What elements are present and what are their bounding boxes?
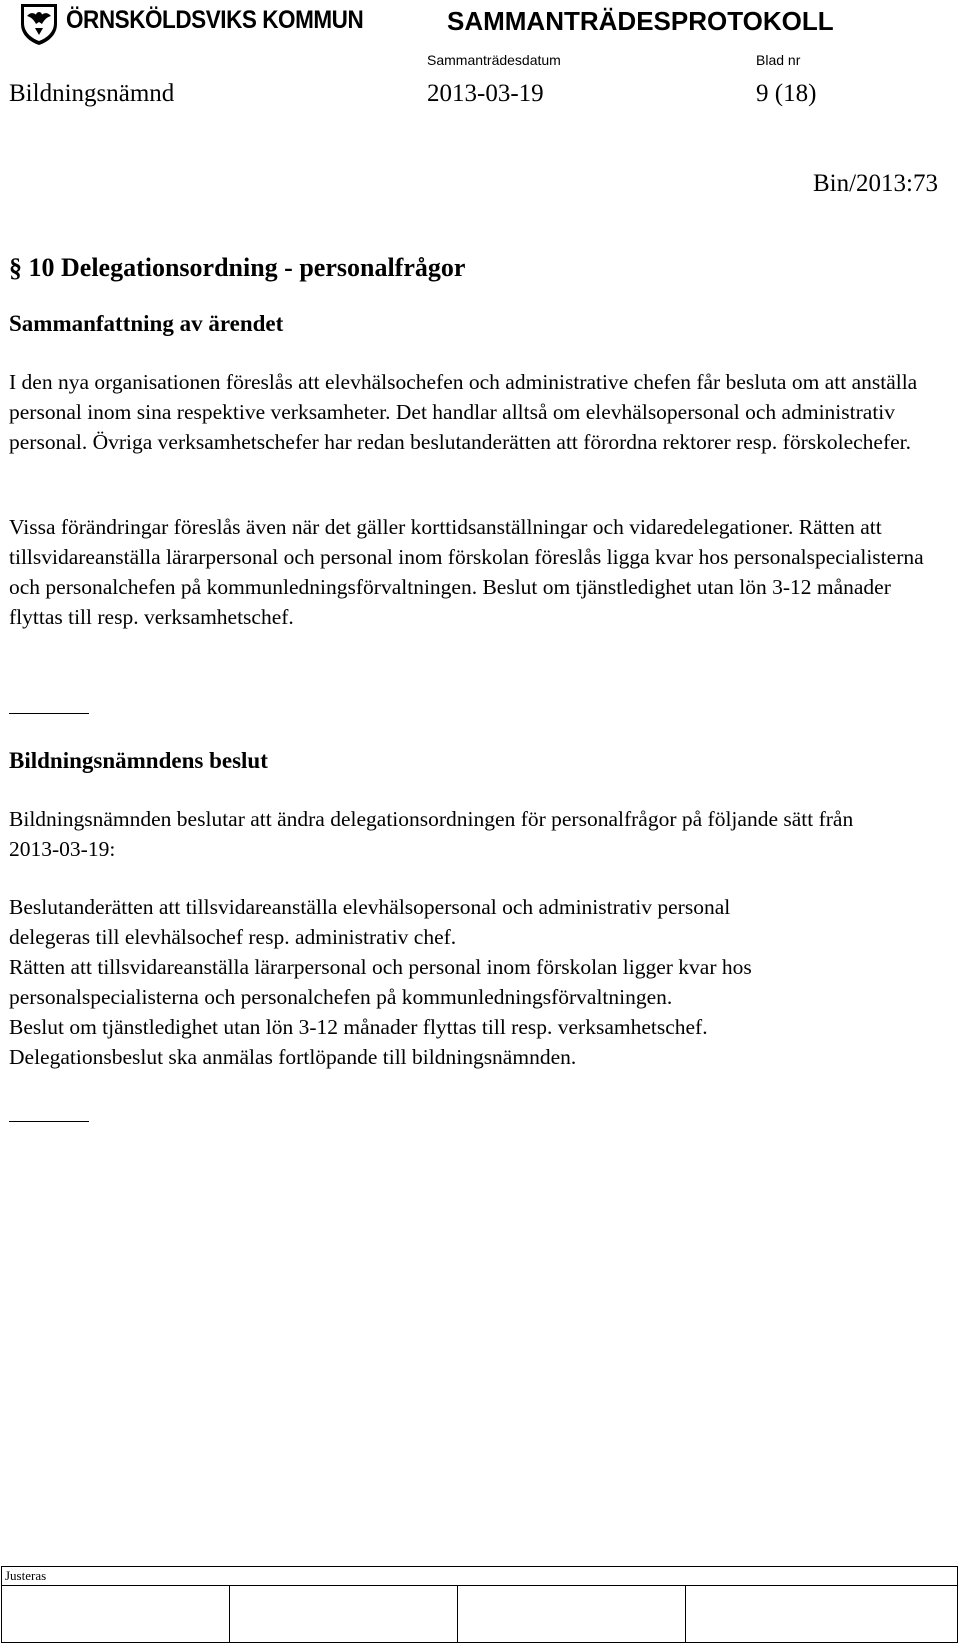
case-reference: Bin/2013:73 [812,170,938,197]
separator-line [9,1121,89,1122]
signature-cell-divider [685,1585,686,1643]
decision-line: Beslutanderätten att tillsvidareanställa elevhälsopersonal och administrativ personal [9,895,731,919]
organization-name: ÖRNSKÖLDSVIKS KOMMUN [66,6,364,34]
page-number: 9 (18) [756,80,817,107]
page-label: Blad nr [756,52,801,68]
summary-paragraph: I den nya organisationen föreslås att elevhälsochefen och administrative chefen får besluta om att anställa personal inom sina respektive verksamheter. Det handlar alltså om elevhälsopersonal och administrativ personal. Övriga verksamhetschefer har redan beslutanderätten att förordna rektorer resp. förskolechefer. [9,370,918,454]
decision-text [9,892,949,1072]
summary-paragraph: Vissa förändringar föreslås även när det gäller korttidsanställningar och vidaredelegationer. Rätten att tillsvidareanställa lärarpersonal och personal inom förskolan föreslås ligga kvar hos personalspecialisterna och personalchefen på kommunledningsförvaltningen. Beslut om tjänstledighet utan lön 3-12 månader flyttas till resp. verksamhetschef. [9,515,924,629]
justeras-label: Justeras [5,1568,47,1583]
meeting-date: 2013-03-19 [427,80,544,107]
document-type: SAMMANTRÄDESPROTOKOLL [447,6,834,36]
justeras-box [1,1566,958,1643]
section-heading: § 10 Delegationsordning - personalfrågor [9,253,466,282]
municipality-logo [18,2,60,46]
signature-cell-divider [457,1585,458,1643]
decision-line: personalspecialisterna och personalchefen på kommunledningsförvaltningen. [9,985,673,1009]
signature-cell-divider [229,1585,230,1643]
date-label: Sammanträdesdatum [427,52,561,68]
committee-name: Bildningsnämnd [9,80,175,107]
decision-line: Delegationsbeslut ska anmälas fortlöpande till bildningsnämnden. [9,1045,577,1069]
coat-of-arms-icon [18,2,60,46]
separator-line [9,713,89,714]
decision-line: Beslut om tjänstledighet utan lön 3-12 månader flyttas till resp. verksamhetschef. [9,1015,708,1039]
decision-heading: Bildningsnämndens beslut [9,748,268,773]
decision-line: delegeras till elevhälsochef resp. administrativ chef. [9,925,457,949]
decision-line: Rätten att tillsvidareanställa lärarpersonal och personal inom förskolan ligger kvar hos [9,955,752,979]
justeras-divider [1,1585,958,1586]
summary-heading: Sammanfattning av ärendet [9,311,284,336]
decision-intro: Bildningsnämnden beslutar att ändra delegationsordningen för personalfrågor på följande sätt från 2013-03-19: [9,807,854,861]
